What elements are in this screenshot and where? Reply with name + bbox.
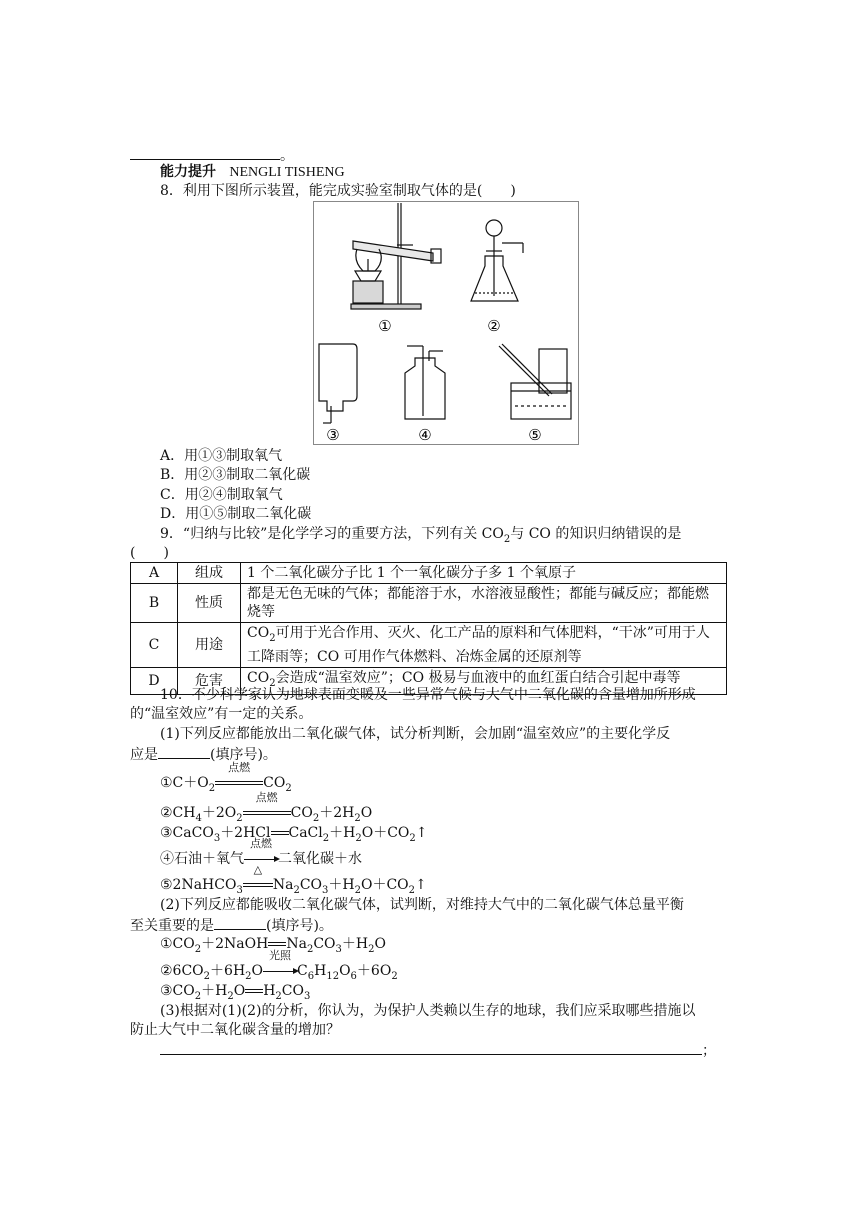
- q8-stem: 8．利用下图所示装置，能完成实验室制取气体的是( ): [160, 183, 516, 199]
- q8-option-d: D．用①⑤制取二氧化碳: [160, 506, 312, 522]
- eq1-2: $②CH_4+2O_2$ 点燃 $CO_2+2H_2O$: [160, 791, 373, 824]
- row-content: 都是无色无味的气体；都能溶于水，水溶液显酸性；都能与碱反应；都能燃烧等: [241, 584, 727, 623]
- row-aspect: 性质: [178, 584, 241, 623]
- q8-option-b: B．用②③制取二氧化碳: [160, 467, 311, 483]
- section-heading-cn: 能力提升: [160, 164, 216, 180]
- q8-option-c: C．用②④制取氧气: [160, 487, 283, 503]
- apparatus-label-3: ③: [326, 426, 340, 444]
- row-content: $CO_2$会造成“温室效应”；CO 极易与血液中的血红蛋白结合引起中毒等: [241, 667, 727, 694]
- table-row: [131, 623, 727, 668]
- eq1-1: $①C+O_2$ 点燃 $CO_2$: [160, 761, 292, 794]
- row-aspect: 用途: [178, 623, 241, 668]
- row-letter: A: [131, 563, 178, 584]
- eq2-1: $①CO_2+2NaOH$ $Na_2CO_3+H_2O$: [160, 936, 386, 955]
- eq1-3: ③CaCO$_3$＋2HCl $CaCl_2+H_2O+CO_2↑$: [160, 825, 428, 844]
- row-content: 1 个二氧化碳分子比 1 个一氧化碳分子多 1 个氧原子: [241, 563, 727, 584]
- q10-part1-line1: (1)下列反应都能放出二氧化碳气体，试分析判断，会加剧“温室效应”的主要化学反: [160, 726, 671, 742]
- apparatus-label-5: ⑤: [528, 426, 542, 444]
- q9-stem-bracket: ( ): [130, 545, 169, 561]
- q9-stem: 9．“归纳与比较”是化学学习的重要方法，下列有关 $CO_2$与 CO 的知识归纳错误的是: [160, 526, 682, 545]
- answer-blank-2[interactable]: [214, 915, 266, 930]
- row-letter: D: [131, 667, 178, 694]
- row-letter: C: [131, 623, 178, 668]
- table-row: [131, 563, 727, 584]
- eq1-5: ⑤2NaHCO$_3$ △ $Na_2CO_3+H_2O+CO_2↑$: [160, 863, 427, 896]
- eq2-3: $③CO_2+H_2O$ $H_2CO_3$: [160, 983, 311, 1002]
- q10-intro-line1: 10．不少科学家认为地球表面变暖及一些异常气候与大气中二氧化碳的含量增加所形成: [160, 687, 696, 703]
- apparatus-label-2: ②: [487, 317, 501, 335]
- eq2-2: $②6CO_2+6H_2O$ 光照 $C_6H_{12}O_6+6O_2$: [160, 949, 398, 982]
- q9-stem-part1: 9．“归纳与比较”是化学学习的重要方法，下列有关 CO: [160, 526, 504, 542]
- apparatus-label-1: ①: [378, 317, 392, 335]
- section-heading: [160, 163, 345, 182]
- row-aspect: 组成: [178, 563, 241, 584]
- q10-intro-line2: 的“温室效应”有一定的关系。: [130, 706, 313, 722]
- apparatus-label-4: ④: [418, 426, 432, 444]
- answer-blank-1[interactable]: [158, 744, 210, 759]
- q10-part2-line1: (2)下列反应都能吸收二氧化碳气体，试判断，对维持大气中的二氧化碳气体总量平衡: [160, 897, 684, 913]
- row-content: $CO_2$可用于光合作用、灭火、化工产品的原料和气体肥料，“干冰”可用于人工降雨等；CO 可用作气体燃料、冶炼金属的还原剂等: [241, 623, 727, 668]
- q10-part2-line2: 至关重要的是 (填序号)。: [130, 915, 333, 935]
- row-aspect: 危害: [178, 667, 241, 694]
- q10-part3-line2: 防止大气中二氧化碳含量的增加？: [130, 1022, 340, 1038]
- answer-blank-3[interactable]: [160, 1040, 702, 1055]
- line-end-punct: 。: [280, 148, 294, 164]
- table-row: [131, 584, 727, 623]
- q10-part1-line2: 应是 (填序号)。: [130, 744, 277, 764]
- q10-part3-line1: (3)根据对(1)(2)的分析，你认为，为保护人类赖以生存的地球，我们应采取哪些措施以: [160, 1003, 696, 1019]
- row-letter: B: [131, 584, 178, 623]
- answer-line-previous: [130, 145, 294, 165]
- section-heading-pinyin: NENGLI TISHENG: [229, 165, 345, 180]
- q9-stem-part2: 与 CO 的知识归纳错误的是: [510, 526, 682, 542]
- q9-knowledge-table: [130, 562, 727, 695]
- apparatus-figure: [313, 201, 579, 445]
- eq1-4: ④石油＋氧气 点燃 二氧化碳＋水: [160, 837, 362, 867]
- q10-part3-answer-line: ；: [160, 1040, 716, 1060]
- q8-option-a: A．用①③制取氧气: [160, 448, 283, 464]
